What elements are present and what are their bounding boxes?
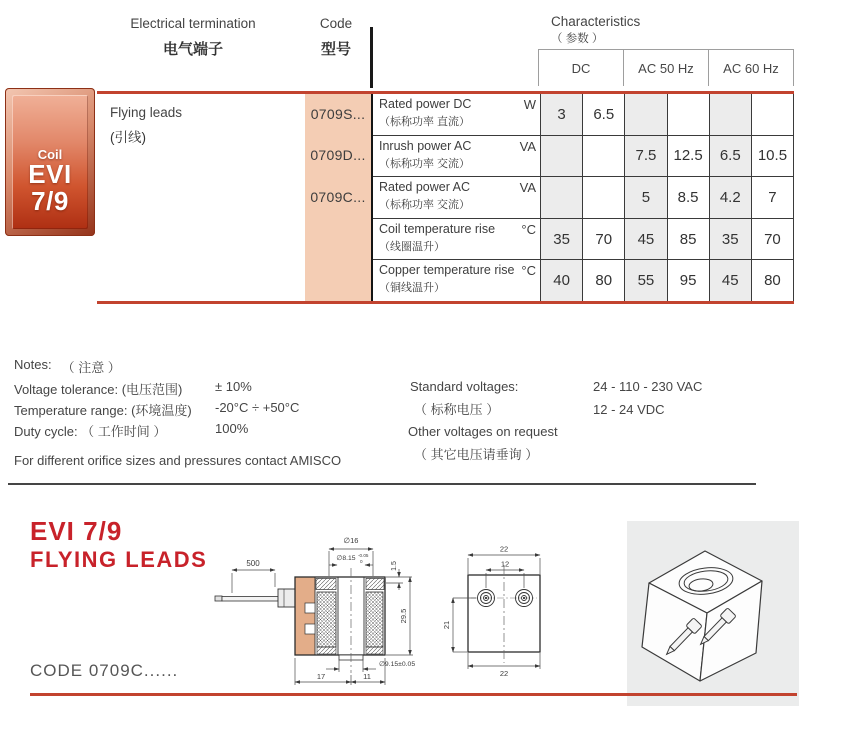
value-cell <box>582 177 624 218</box>
value-cell <box>751 94 793 135</box>
subcol-ac50: AC 50 Hz <box>624 49 709 86</box>
header-characteristics-zh: （ 参数 ） <box>551 33 604 45</box>
header-code-zh: 型号 <box>320 41 351 58</box>
dim-top-dia: ∅16 <box>343 536 359 545</box>
value-cell <box>540 136 582 177</box>
row-label-en: Copper temperature rise <box>379 263 515 278</box>
row-label <box>373 136 540 177</box>
value-cell <box>667 94 709 135</box>
row-label-en: Rated power AC <box>379 180 471 195</box>
value-cell: 8.5 <box>667 177 709 218</box>
value-cell: 4.2 <box>709 177 751 218</box>
value-cell: 5 <box>624 177 666 218</box>
row-unit: VA <box>519 180 536 196</box>
value-cell: 6.5 <box>709 136 751 177</box>
value-cell: 7 <box>751 177 793 218</box>
other-voltages-label-en: Other voltages on request <box>408 424 558 439</box>
value-cell: 80 <box>582 260 624 301</box>
row-unit: °C <box>521 221 536 237</box>
table-row <box>373 177 793 219</box>
dim-step-height: 1.5 <box>391 561 398 571</box>
termination-label-en: Flying leads <box>110 105 183 120</box>
table-row <box>373 219 793 261</box>
note-temperature-range <box>14 400 299 419</box>
value-cell: 45 <box>624 219 666 260</box>
value-cell <box>624 94 666 135</box>
dim-inner-dia-tol-lower: 0 <box>360 559 363 564</box>
characteristics-subheader <box>538 49 794 86</box>
other-voltages-label-zh: （ 其它电压请垂询 ） <box>414 447 539 462</box>
row-unit: W <box>523 97 536 112</box>
header-characteristics-en: Characteristics <box>551 14 641 29</box>
value-cell: 6.5 <box>582 94 624 135</box>
value-cell: 80 <box>751 260 793 301</box>
notes-title <box>14 357 121 376</box>
dim-lead-length: 500 <box>246 559 260 568</box>
dim-width-right: 11 <box>363 672 371 681</box>
value-cell: 55 <box>624 260 666 301</box>
row-label-en: Rated power DC <box>379 97 472 111</box>
subcol-ac60: AC 60 Hz <box>709 49 794 86</box>
dim-front-width-top: 22 <box>499 544 509 554</box>
product-title: EVI 7/9 <box>30 516 123 546</box>
value-cell: 7.5 <box>624 136 666 177</box>
header-code-en: Code <box>319 16 353 31</box>
badge-line-evi: EVI <box>28 159 72 189</box>
note-duty-cycle <box>14 421 248 440</box>
row-label-zh: （标称功率 直流） <box>379 116 471 128</box>
row-label <box>373 219 540 260</box>
code-0709s: 0709S... <box>310 106 366 122</box>
header-divider-line <box>370 27 373 88</box>
dim-total-height: 29.5 <box>399 608 408 624</box>
row-label-en: Inrush power AC <box>379 138 472 153</box>
dim-front-width-bottom: 22 <box>499 669 509 678</box>
row-label-en: Coil temperature rise <box>379 221 496 236</box>
table-row <box>373 260 793 301</box>
3d-view-panel <box>627 521 799 706</box>
badge-line-coil: Coil <box>37 147 63 162</box>
coil-section-drawing <box>215 536 415 685</box>
header-termination-en: Electrical termination <box>130 16 256 31</box>
note-value: -20°C ÷ +50°C <box>215 400 300 415</box>
dim-inner-dia-tol-upper: -0.05 <box>358 553 369 558</box>
dim-inner-dia: ∅8.15 <box>336 555 356 562</box>
value-cell: 95 <box>667 260 709 301</box>
value-cell: 35 <box>540 219 582 260</box>
termination-label-zh: (引线) <box>110 130 146 145</box>
notes-title-zh: （ 注意 ） <box>61 360 121 375</box>
technical-drawings <box>205 532 617 694</box>
coil-3d-drawing <box>627 521 799 706</box>
dim-hole-spacing: 12 <box>500 559 510 569</box>
coil-front-drawing <box>442 545 540 679</box>
value-cell: 10.5 <box>751 136 793 177</box>
dim-bottom-dia: ∅9.15±0.05 <box>379 661 416 668</box>
note-label: Duty cycle: （ 工作时间 ） <box>14 424 167 439</box>
row-label <box>373 177 540 218</box>
note-footer: For different orifice sizes and pressures contact AMISCO <box>14 453 342 468</box>
dim-width-left: 17 <box>316 672 326 681</box>
standard-voltage-vdc: 12 - 24 VDC <box>593 402 665 417</box>
coil-badge-face <box>12 95 88 229</box>
characteristics-grid <box>373 94 794 301</box>
spec-table <box>97 91 794 304</box>
code-0709c: 0709C... <box>310 189 366 205</box>
row-label-zh: （铜线温升） <box>379 282 445 295</box>
bottom-red-rule <box>30 693 797 696</box>
row-unit: VA <box>519 138 536 154</box>
header-termination-zh: 电气端子 <box>162 41 223 58</box>
value-cell: 45 <box>709 260 751 301</box>
row-label-zh: （标称功率 交流） <box>379 199 471 212</box>
value-cell <box>582 136 624 177</box>
value-cell <box>540 177 582 218</box>
row-label <box>373 260 540 301</box>
value-cell: 40 <box>540 260 582 301</box>
standard-voltage-vac: 24 - 110 - 230 VAC <box>593 379 703 394</box>
coil-badge <box>5 88 95 236</box>
product-subtitle: FLYING LEADS <box>30 547 208 572</box>
subcol-dc: DC <box>538 49 624 86</box>
section-divider-line <box>8 483 756 485</box>
value-cell: 85 <box>667 219 709 260</box>
product-code: CODE 0709C...... <box>30 661 179 680</box>
row-label-zh: （标称功率 交流） <box>379 157 471 170</box>
standard-voltages-label-en: Standard voltages: <box>410 379 519 394</box>
dim-front-height: 21 <box>442 620 451 630</box>
row-label-zh: （线圈温升） <box>379 240 445 253</box>
value-cell: 70 <box>582 219 624 260</box>
standard-voltages-label-zh: （ 标称电压 ） <box>414 402 500 417</box>
row-label <box>373 94 540 135</box>
table-row <box>373 94 793 136</box>
table-row <box>373 136 793 178</box>
note-label: Temperature range: (环境温度) <box>14 403 192 418</box>
note-value: 100% <box>215 421 249 436</box>
note-label: Voltage tolerance: (电压范围) <box>14 382 183 397</box>
value-cell: 12.5 <box>667 136 709 177</box>
value-cell: 70 <box>751 219 793 260</box>
value-cell <box>709 94 751 135</box>
note-value: ± 10% <box>215 379 252 394</box>
badge-line-79: 7/9 <box>31 186 69 216</box>
notes-title-en: Notes: <box>14 357 52 372</box>
row-unit: °C <box>521 263 536 279</box>
code-0709d: 0709D... <box>310 147 366 163</box>
value-cell: 3 <box>540 94 582 135</box>
note-voltage-tolerance <box>14 379 252 398</box>
value-cell: 35 <box>709 219 751 260</box>
